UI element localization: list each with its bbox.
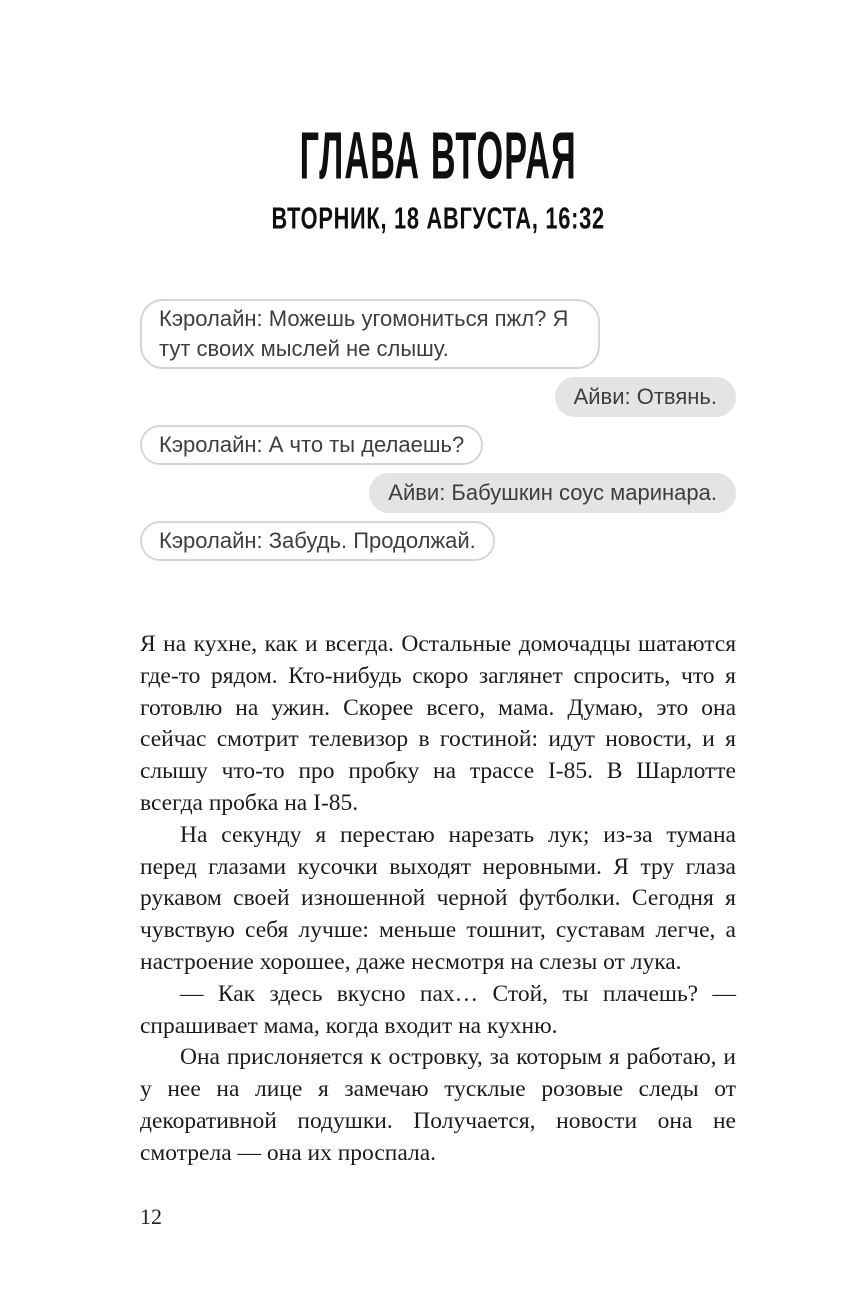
chapter-subtitle-text: ВТОРНИК, 18 АВГУСТА, 16:32 xyxy=(271,202,605,236)
page-footer xyxy=(140,1204,736,1230)
body-text xyxy=(140,629,736,1170)
chapter-heading xyxy=(140,0,736,235)
chat-transcript xyxy=(140,299,736,561)
chat-bubble-caroline-3: Кэролайн: Забудь. Продолжай. xyxy=(140,521,495,561)
chat-bubble-ivy-2: Айви: Бабушкин соус маринара. xyxy=(369,473,736,513)
page-number: 12 xyxy=(140,1203,162,1229)
page-content-column xyxy=(140,0,736,1230)
chapter-title-text: ГЛАВА ВТОРАЯ xyxy=(299,117,577,193)
chapter-title xyxy=(140,117,736,193)
chat-bubble-ivy-1: Айви: Отвянь. xyxy=(555,377,736,417)
paragraph-2: На секунду я перестаю нарезать лук; из-за тумана перед глазами кусочки выходят неровными. Я тру глаза рукавом своей изношенной черной футболки. Сегодня я чувствую себя лучше: меньше тошнит, суставам легче, а настроение хорошее, даже несмотря на слезы от лука. xyxy=(140,821,736,975)
paragraph-1: Я на кухне, как и всегда. Остальные домочадцы шатаются где-то рядом. Кто-нибудь скоро заглянет спросить, что я готовлю на ужин. Скорее всего, мама. Думаю, это она сейчас смотрит телевизор в гостиной: идут новости, и я слышу что-то про пробку на трассе I-85. В Шарлотте всегда пробка на I-85. xyxy=(140,631,736,816)
chat-bubble-caroline-2: Кэролайн: А что ты делаешь? xyxy=(140,425,483,465)
chapter-subtitle xyxy=(140,203,736,235)
paragraph-3: — Как здесь вкусно пах… Стой, ты плачешь? — спрашивает мама, когда входит на кухню. xyxy=(140,980,736,1039)
paragraph-4: Она прислоняется к островку, за которым я работаю, и у нее на лице я замечаю тусклые розовые следы от декоративной подушки. Получается, новости она не смотрела — она их проспала. xyxy=(140,1044,736,1166)
chat-bubble-caroline-1: Кэролайн: Можешь угомониться пжл? Я тут своих мыслей не слышу. xyxy=(140,299,600,369)
